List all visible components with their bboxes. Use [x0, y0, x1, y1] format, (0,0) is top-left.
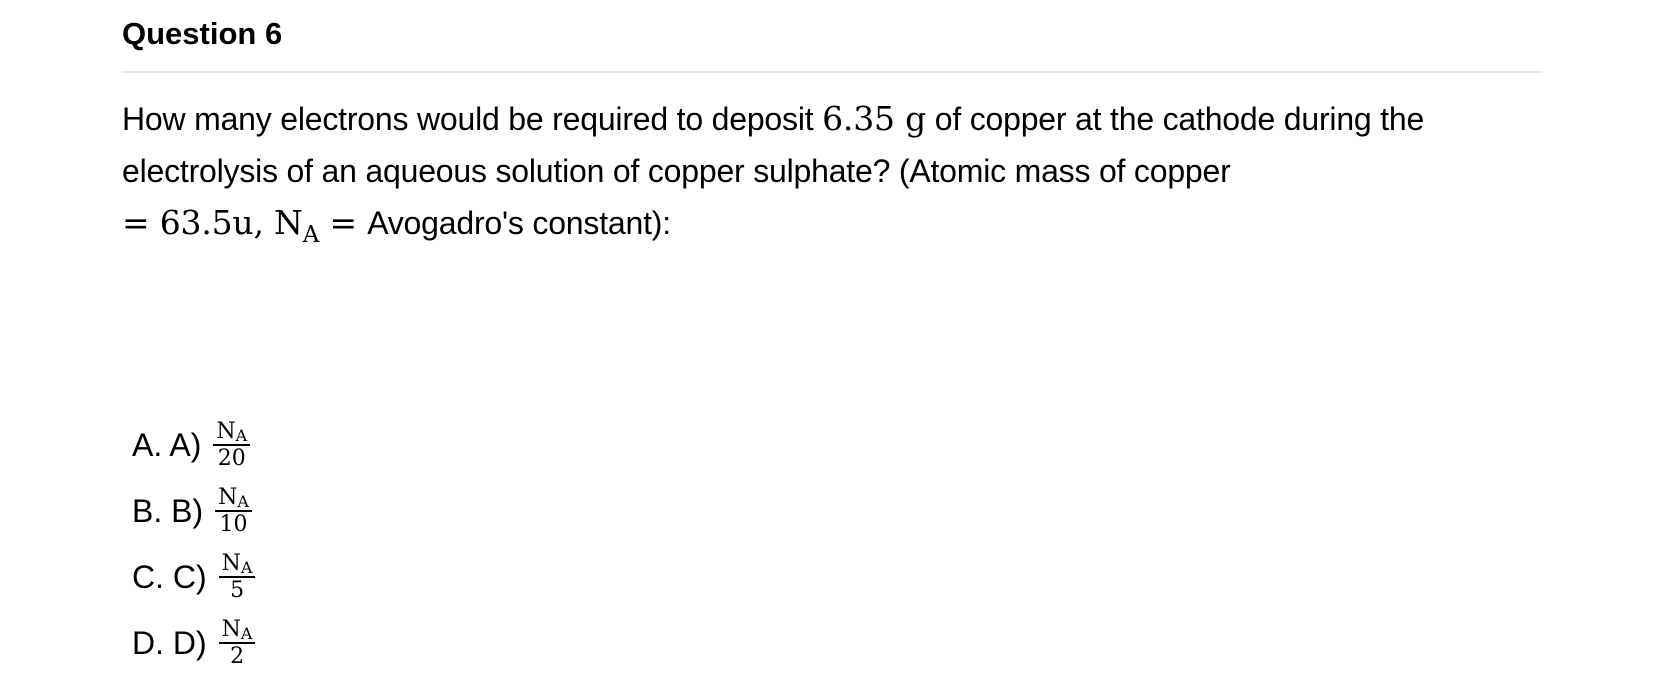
option-d-denominator: 2	[230, 644, 245, 669]
question-text-part2: of copper at the cathode during the electrolysis of an aqueous solution of copper sulphate? (Atomic mass of copper	[122, 101, 1425, 189]
question-text-part1: How many electrons would be required to deposit	[122, 101, 823, 137]
option-b-denominator: 10	[219, 512, 248, 537]
option-d-numerator: $N_A$	[219, 617, 256, 644]
option-b-fraction	[215, 485, 252, 537]
atomic-mass-expression: = 63.5u, $N_A$ =	[122, 203, 368, 248]
option-a-fraction	[213, 419, 250, 471]
option-d[interactable]	[132, 610, 255, 676]
answer-options	[132, 412, 255, 676]
title-divider	[122, 71, 1542, 73]
mass-unit: g	[905, 99, 927, 138]
question-title: Question 6	[122, 16, 283, 51]
option-a-denominator: 20	[217, 446, 246, 471]
question-text-part3: Avogadro's constant):	[367, 205, 671, 241]
mass-value: 6.35 g	[822, 99, 927, 138]
option-c[interactable]	[132, 544, 255, 610]
option-d-fraction	[219, 617, 256, 669]
option-c-denominator: 5	[230, 578, 245, 603]
option-b-label: B. B)	[132, 493, 204, 529]
option-b-numerator: $N_A$	[215, 485, 252, 512]
option-c-fraction	[219, 551, 256, 603]
option-b[interactable]	[132, 478, 255, 544]
option-d-label: D. D)	[132, 625, 207, 661]
option-c-label: C. C)	[132, 559, 207, 595]
option-a-numerator: $N_A$	[213, 419, 250, 446]
option-c-numerator: $N_A$	[219, 551, 256, 578]
question-text	[122, 93, 1542, 249]
option-a-label: A. A)	[132, 427, 202, 463]
option-a[interactable]	[132, 412, 255, 478]
